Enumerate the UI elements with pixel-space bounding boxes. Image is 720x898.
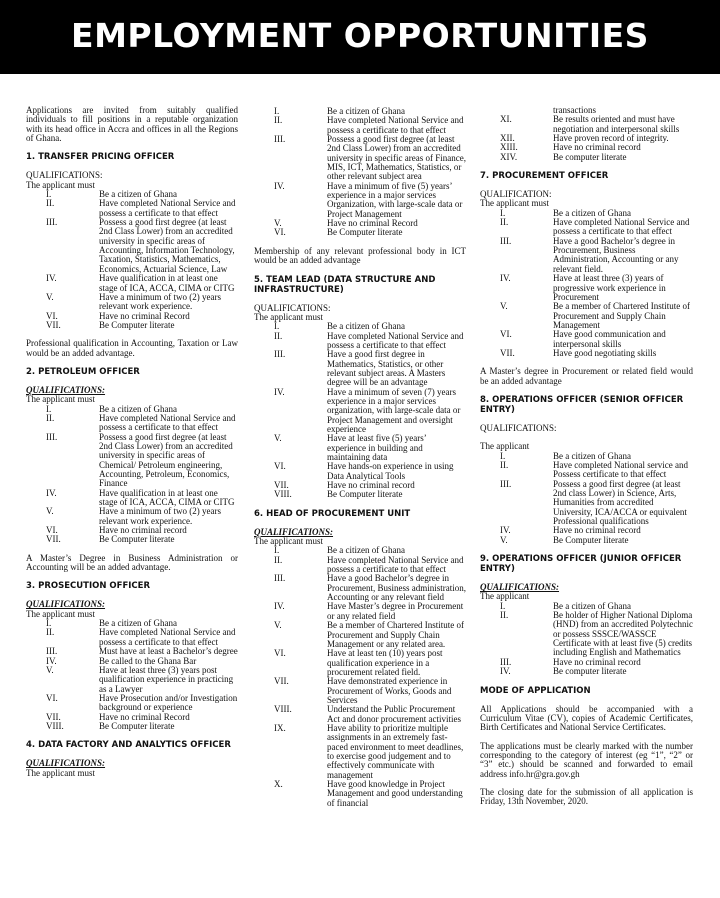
- requirement-item: [254, 434, 466, 462]
- requirement-item: [480, 274, 693, 302]
- item-numeral: VI.: [274, 461, 286, 472]
- item-text: Possess a good first degree (at least 2nd Class Lower) from an accredited university in specific areas of Accounting, Information Technology, Taxation, Statistics, Mathematics, Economics, Actuarial Science, Law: [99, 217, 235, 274]
- spacer: [480, 677, 693, 686]
- item-numeral: V.: [46, 506, 54, 517]
- requirement-item: [26, 535, 238, 544]
- applicant-intro: The applicant: [480, 441, 530, 452]
- item-numeral: I.: [46, 403, 52, 414]
- requirement-item: [480, 667, 693, 676]
- applicant-intro: The applicant must: [26, 767, 95, 778]
- item-numeral: VI.: [46, 525, 58, 536]
- requirement-item: [480, 237, 693, 274]
- requirement-item: [254, 574, 466, 602]
- item-text: Have no criminal record: [553, 142, 641, 153]
- section-heading: MODE OF APPLICATION: [480, 685, 591, 696]
- item-numeral: III.: [500, 656, 512, 667]
- section-heading: 3. PROSECUTION OFFICER: [26, 581, 151, 592]
- item-text: Have no criminal Record: [99, 711, 190, 722]
- item-text: Have a minimum of two (2) years relevant work experience.: [99, 506, 221, 526]
- item-numeral: II.: [46, 412, 55, 423]
- item-numeral: IX.: [274, 722, 286, 733]
- spacer: [480, 386, 693, 395]
- item-text: Have no criminal record: [553, 656, 641, 667]
- item-text: Be a member of Chartered Institute of Procurement and Supply Chain Management: [553, 301, 690, 330]
- item-numeral: III.: [46, 646, 58, 657]
- requirement-item: [26, 507, 238, 526]
- column-middle: [254, 107, 466, 808]
- item-numeral: V.: [274, 620, 282, 631]
- item-numeral: II.: [274, 330, 283, 341]
- paragraph: Applications are invited from suitably qualified individuals to fill positions in a reputable organization with its head office in Accra and offices in all the Regions of Ghana.: [26, 105, 238, 144]
- item-numeral: V.: [274, 433, 282, 444]
- item-text: Be Computer literate: [327, 227, 403, 238]
- item-text: Have at least three (3) years of progressive work experience in Procurement: [553, 273, 666, 302]
- spacer: [26, 358, 238, 367]
- item-text: Have completed National Service and possess a certificate to that effect: [99, 412, 236, 433]
- requirement-item: [480, 115, 693, 134]
- requirement-item: [254, 332, 466, 351]
- item-text: Be a citizen of Ghana: [99, 618, 177, 629]
- item-numeral: VII.: [274, 676, 289, 687]
- requirement-item: [254, 462, 466, 481]
- item-text: Be called to the Ghana Bar: [99, 655, 197, 666]
- requirement-item: [26, 199, 238, 218]
- item-numeral: XI.: [500, 114, 512, 125]
- section-heading: 5. TEAM LEAD (DATA STRUCTURE AND INFRASTRUCTURE): [254, 274, 436, 295]
- item-text: Understand the Public Procurement Act and donor procurement activities: [327, 704, 461, 724]
- item-text: Be Computer literate: [99, 720, 175, 731]
- item-numeral: I.: [500, 600, 506, 611]
- spacer: [480, 545, 693, 554]
- requirement-item: [254, 135, 466, 182]
- applicant-intro: The applicant must: [480, 198, 549, 209]
- item-text: Have proven record of integrity.: [553, 133, 669, 144]
- requirement-item: [480, 153, 693, 162]
- item-numeral: III.: [46, 431, 58, 442]
- section-heading: 9. OPERATIONS OFFICER (JUNIOR OFFICER ENTRY): [480, 554, 682, 575]
- requirement-item: [254, 724, 466, 780]
- item-text: Have a good Bachelor’s degree in Procurement, Business administration, Accounting or any relevant field: [327, 573, 466, 603]
- item-numeral: II.: [274, 554, 283, 565]
- section-heading: 8. OPERATIONS OFFICER (SENIOR OFFICER ENTRY): [480, 394, 684, 415]
- item-text: Have Master’s degree in Procurement or any related field: [327, 601, 464, 621]
- requirement-item: [480, 611, 693, 658]
- item-numeral: IV.: [46, 487, 57, 498]
- requirement-item: [254, 602, 466, 621]
- item-text: Have completed National service and Possess certificate to that effect: [553, 459, 688, 480]
- item-text: Must have at least a Bachelor’s degree: [99, 646, 238, 657]
- item-text: Be holder of Higher National Diploma (HND) from an accredited Polytechnic or possess SSSCE/WASSCE Certificate with at least five (5) credits including English and Mathematics: [553, 610, 693, 658]
- item-numeral: III.: [46, 217, 58, 228]
- item-numeral: IV.: [500, 525, 511, 536]
- requirement-item: [254, 388, 466, 435]
- item-numeral: VI.: [46, 692, 58, 703]
- item-text: Have no criminal record: [553, 525, 641, 536]
- item-numeral: V.: [500, 534, 508, 545]
- item-numeral: II.: [274, 115, 283, 126]
- item-numeral: II.: [46, 198, 55, 209]
- item-text: Have a good Bachelor’s degree in Procurement, Business Administration, Accounting or any relevant field.: [553, 235, 679, 274]
- item-numeral: IV.: [274, 180, 285, 191]
- item-text: Be computer literate: [553, 666, 627, 677]
- section-heading: 7. PROCUREMENT OFFICER: [480, 171, 609, 182]
- item-text: Be a citizen of Ghana: [327, 106, 405, 116]
- item-text: Have qualification in at least one stage of ICA, ACCA, CIMA or CITG: [99, 273, 235, 293]
- item-text: Have a minimum of seven (7) years experience in a major services organization, with large-scale data or Project Management and oversight experience: [327, 386, 461, 434]
- requirement-item: [254, 182, 466, 219]
- item-text: Be Computer literate: [553, 534, 629, 545]
- item-numeral: IV.: [500, 666, 511, 677]
- requirement-item: [26, 694, 238, 713]
- qualifications-label: QUALIFICATIONS:: [254, 302, 331, 313]
- requirement-item: [254, 556, 466, 575]
- item-text: Be Computer literate: [99, 319, 175, 330]
- item-text: Be a member of Chartered Institute of Procurement and Supply Chain Management or any related area.: [327, 620, 464, 649]
- item-text: Have at least three (3) years post qualification experience in practicing as a Lawyer: [99, 664, 234, 694]
- item-numeral: I.: [46, 618, 52, 629]
- item-numeral: I.: [274, 106, 280, 116]
- requirement-item: [480, 480, 693, 527]
- item-numeral: I.: [500, 207, 506, 218]
- item-text: Have good knowledge in Project Management and good understanding of financial: [327, 779, 463, 808]
- applicant-intro: The applicant must: [26, 608, 95, 619]
- item-text: Have at least ten (10) years post qualification experience in a procurement related field.: [327, 648, 443, 677]
- item-numeral: VIII.: [274, 704, 292, 715]
- item-text: Have a minimum of two (2) years relevant work experience.: [99, 291, 221, 312]
- item-text: Be a citizen of Ghana: [553, 450, 631, 461]
- item-numeral: I.: [500, 450, 506, 461]
- item-text: Have completed National Service and possess a certificate to that effect: [99, 198, 236, 218]
- item-numeral: VIII.: [274, 489, 292, 500]
- item-text: Have qualification in at least one stage of ICA, ACCA, CIMA or CITG: [99, 487, 235, 508]
- requirement-item: [480, 302, 693, 330]
- paragraph: The closing date for the submission of all application is Friday, 13th November, 2020.: [480, 786, 693, 807]
- item-text: Have a minimum of five (5) years’ experience in a major services Organization, with large-scale data or Project Management: [327, 180, 463, 219]
- requirement-item: [254, 780, 466, 808]
- requirement-item: [254, 490, 466, 499]
- section-heading: 2. PETROLEUM OFFICER: [26, 366, 140, 377]
- item-numeral: VII.: [46, 319, 61, 330]
- applicant-intro: The applicant must: [26, 179, 95, 190]
- paragraph: A Master’s Degree in Business Administration or Accounting will be an added advantage.: [26, 552, 238, 573]
- requirement-item: [26, 321, 238, 330]
- qualifications-label-text: QUALIFICATIONS:: [480, 582, 560, 593]
- applicant-intro: The applicant must: [254, 311, 323, 322]
- item-text: Be computer literate: [553, 151, 627, 162]
- item-numeral: I.: [46, 189, 52, 200]
- item-text: Have no criminal Record: [327, 218, 418, 229]
- item-text: Have no criminal record: [327, 480, 415, 491]
- section-heading: 4. DATA FACTORY AND ANALYTICS OFFICER: [26, 740, 231, 751]
- requirement-item: [254, 350, 466, 387]
- column-left: [26, 106, 238, 778]
- requirement-item: [254, 677, 466, 705]
- requirement-item: [254, 649, 466, 677]
- requirement-item: [480, 330, 693, 349]
- item-text: Be results oriented and must have negotiation and interpersonal skills: [553, 114, 680, 134]
- spacer: [26, 731, 238, 740]
- item-numeral: V.: [274, 218, 282, 229]
- item-text: Possess a good first degree (at least 2nd Class Lower) from an accredited university in specific areas of Chemical/ Petroleum engineering, Accounting, Petroleum, Economics, Finance: [99, 431, 233, 489]
- item-numeral: II.: [46, 627, 55, 638]
- item-numeral: VI.: [46, 310, 58, 321]
- item-text: Have completed National Service and possess a certificate to that effect: [327, 330, 464, 350]
- item-numeral: VII.: [46, 711, 61, 722]
- item-numeral: VI.: [274, 227, 286, 238]
- requirement-item: [480, 461, 693, 480]
- item-numeral: IV.: [46, 655, 57, 666]
- item-text: Be a citizen of Ghana: [553, 207, 631, 218]
- requirement-item: [26, 722, 238, 731]
- item-numeral: XIV.: [500, 151, 518, 162]
- requirement-item: [480, 536, 693, 545]
- item-text: Be Computer literate: [99, 534, 175, 545]
- item-text: Possess a good first degree (at least 2nd class Lower) in Science, Arts, Humanities from accredited University, ICA/ACCA or equivalent Professional qualifications: [553, 478, 687, 527]
- item-numeral: VII.: [274, 480, 289, 491]
- item-numeral: VII.: [500, 347, 515, 358]
- paragraph: Membership of any relevant professional body in ICT would be an added advantage: [254, 245, 466, 266]
- requirement-item: [26, 274, 238, 293]
- item-numeral: III.: [274, 349, 286, 360]
- item-numeral: III.: [274, 573, 286, 584]
- requirement-item: [26, 666, 238, 694]
- spacer: [26, 572, 238, 581]
- qualifications-label-text: QUALIFICATIONS:: [26, 758, 106, 769]
- item-text: Possess a good first degree (at least 2nd Class Lower) from an accredited university in specific areas of Finance, MIS, ICT, Mathematics, Statistics, or other relevant subject area: [327, 134, 466, 182]
- applicant-intro: The applicant: [480, 591, 530, 602]
- spacer: [480, 162, 693, 171]
- paragraph: A Master’s degree in Procurement or related field would be an added advantage: [480, 366, 693, 386]
- section-heading: 1. TRANSFER PRICING OFFICER: [26, 152, 175, 163]
- item-numeral: II.: [500, 610, 509, 621]
- item-numeral: VI.: [500, 329, 512, 340]
- item-text: Have demonstrated experience in Procurement of Works, Goods and Services: [327, 676, 452, 705]
- item-text: Have completed National Service and possess a certificate to that effect: [99, 627, 236, 647]
- item-text: Have at least five (5) years’ experience in building and maintaining data: [327, 433, 427, 462]
- item-numeral: IV.: [274, 386, 285, 397]
- qualifications-label: QUALIFICATION:: [480, 189, 552, 200]
- item-text: Have no criminal record: [99, 525, 187, 536]
- item-text: Have Prosecution and/or Investigation background or experience: [99, 692, 238, 713]
- item-text: Be a citizen of Ghana: [99, 189, 177, 200]
- section-heading: 6. HEAD OF PROCUREMENT UNIT: [254, 508, 411, 519]
- item-text: transactions: [553, 105, 596, 115]
- requirement-item: [26, 218, 238, 274]
- item-numeral: IV.: [46, 273, 57, 284]
- applicant-intro: The applicant must: [254, 536, 323, 547]
- qualifications-label: QUALIFICATIONS:: [26, 170, 103, 181]
- item-numeral: III.: [274, 134, 286, 145]
- item-numeral: I.: [274, 545, 280, 556]
- requirement-item: [26, 433, 238, 489]
- item-numeral: II.: [500, 459, 509, 470]
- requirement-item: [254, 116, 466, 135]
- requirement-item: [254, 621, 466, 649]
- spacer: [254, 266, 466, 275]
- item-numeral: V.: [46, 291, 54, 302]
- spacer: [254, 500, 466, 509]
- item-numeral: X.: [274, 779, 283, 789]
- item-numeral: XII.: [500, 133, 515, 144]
- item-text: Be a citizen of Ghana: [327, 321, 405, 332]
- item-text: Be Computer literate: [327, 489, 403, 500]
- item-text: Have completed National Service and possess a certificate to that effect: [327, 554, 464, 575]
- item-text: Have no criminal Record: [99, 310, 190, 321]
- requirement-item: [26, 414, 238, 433]
- item-numeral: III.: [500, 235, 512, 246]
- item-numeral: VII.: [46, 534, 61, 545]
- qualifications-label: QUALIFICATIONS:: [480, 422, 557, 433]
- header-banner: [0, 0, 720, 74]
- item-numeral: I.: [274, 321, 280, 332]
- requirement-item: [26, 489, 238, 508]
- item-numeral: V.: [500, 301, 508, 312]
- item-text: Have good negotiating skills: [553, 347, 657, 358]
- spacer: [26, 143, 238, 152]
- item-text: Have ability to prioritize multiple assignments in an extremely fast-paced environment to meet deadlines, to exercise good judgement and to effectively communicate with management: [327, 722, 464, 780]
- qualifications-label-text: QUALIFICATIONS:: [26, 599, 106, 610]
- paragraph: All Applications should be accompanied with a Curriculum Vitae (CV), copies of Academic Certificates, Birth Certificates and National Service Certificates.: [480, 703, 693, 733]
- item-text: Have completed National Service and possess a certificate to that effect: [327, 115, 464, 135]
- qualifications-label-text: QUALIFICATIONS:: [26, 384, 106, 395]
- paragraph: The applications must be clearly marked with the number corresponding to the category of interest (eg “1”, “2” or “3” etc.) should be scanned and forwarded to email address info.hr@gra.gov.gh: [480, 740, 693, 779]
- requirement-item: [480, 218, 693, 237]
- item-text: Have completed National Service and possess a certificate to that effect: [553, 217, 690, 237]
- item-numeral: II.: [500, 217, 509, 228]
- applicant-intro: The applicant must: [26, 394, 95, 405]
- item-numeral: VIII.: [46, 720, 64, 731]
- column-right: [480, 106, 693, 807]
- page-title: EMPLOYMENT OPPORTUNITIES: [71, 16, 649, 55]
- item-numeral: VI.: [274, 648, 286, 659]
- item-numeral: IV.: [274, 601, 285, 612]
- requirement-item: [26, 628, 238, 647]
- paragraph: Professional qualification in Accounting, Taxation or Law would be an added advantage.: [26, 338, 238, 358]
- requirement-item: [480, 349, 693, 358]
- item-text: Have a good first degree in Mathematics, Statistics, or other relevant subject areas. A Masters degree will be an advantage: [327, 349, 446, 388]
- item-text: Be a citizen of Ghana: [553, 600, 631, 611]
- item-numeral: V.: [46, 664, 54, 675]
- requirement-item: [254, 228, 466, 237]
- item-numeral: IV.: [500, 273, 511, 284]
- item-text: Be a citizen of Ghana: [99, 403, 177, 414]
- item-numeral: III.: [500, 478, 512, 489]
- requirement-item: [26, 293, 238, 312]
- qualifications-label-text: QUALIFICATIONS:: [254, 526, 334, 537]
- item-text: Have hands-on experience in using Data Analytical Tools: [327, 461, 454, 481]
- requirement-item: [254, 705, 466, 724]
- item-text: Have good communication and interpersonal skills: [553, 329, 666, 349]
- item-text: Be a citizen of Ghana: [327, 545, 405, 556]
- item-numeral: XIII.: [500, 142, 518, 153]
